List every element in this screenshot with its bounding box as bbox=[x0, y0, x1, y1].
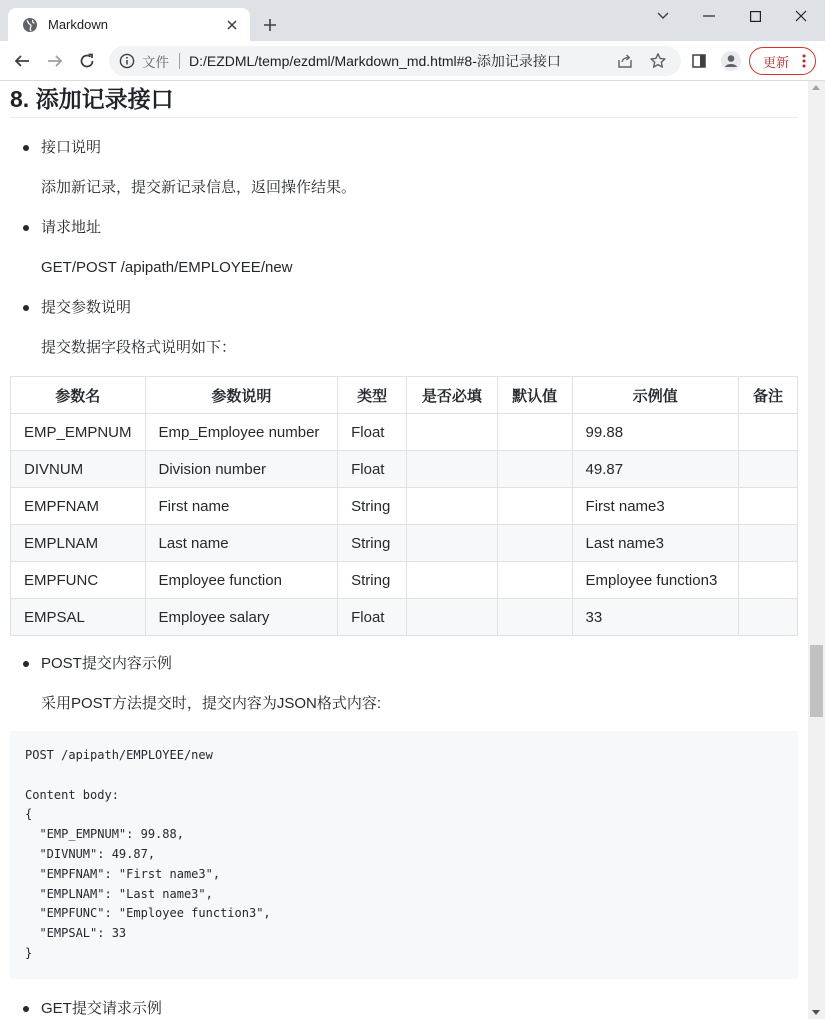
bullet-dot bbox=[23, 145, 29, 151]
address-bar[interactable] bbox=[109, 46, 681, 76]
table-cell: EMP_EMPNUM bbox=[11, 414, 146, 451]
table-cell bbox=[497, 414, 572, 451]
table-cell bbox=[407, 451, 498, 488]
table-cell bbox=[407, 525, 498, 562]
bullet-dot bbox=[23, 661, 29, 667]
table-cell: EMPFUNC bbox=[11, 562, 146, 599]
close-icon bbox=[795, 10, 807, 22]
paragraph: GET/POST /apipath/EMPLOYEE/new bbox=[41, 259, 293, 276]
code-line bbox=[25, 766, 783, 786]
bullet-dot bbox=[23, 225, 29, 231]
omnibox-divider bbox=[179, 53, 180, 69]
back-button[interactable] bbox=[8, 47, 36, 75]
table-cell: Employee salary bbox=[145, 599, 338, 636]
reload-icon bbox=[79, 53, 95, 69]
list-item-get-example bbox=[10, 998, 798, 1017]
close-window-button[interactable] bbox=[778, 3, 824, 29]
list-item-label: POST提交内容示例 bbox=[41, 655, 172, 672]
table-header-cell: 是否必填 bbox=[407, 377, 498, 414]
table-cell: EMPFNAM bbox=[11, 488, 146, 525]
bookmark-star-icon[interactable] bbox=[649, 52, 667, 70]
list-item-params bbox=[10, 297, 798, 319]
section-heading: 8. 添加记录接口 bbox=[10, 81, 798, 118]
table-row bbox=[11, 599, 798, 636]
minimize-icon bbox=[703, 15, 715, 17]
paragraph: 添加新记录，提交新记录信息，返回操作结果。 bbox=[41, 179, 357, 196]
table-header-cell: 类型 bbox=[338, 377, 407, 414]
list-item-label: 接口说明 bbox=[41, 139, 102, 156]
tab-search-button[interactable] bbox=[640, 3, 686, 29]
table-cell bbox=[497, 525, 572, 562]
close-tab-icon[interactable] bbox=[224, 17, 240, 33]
params-table bbox=[10, 376, 798, 636]
table-cell: 49.87 bbox=[572, 451, 739, 488]
code-line: { bbox=[25, 807, 33, 822]
table-header-cell: 示例值 bbox=[572, 377, 739, 414]
table-cell bbox=[739, 451, 798, 488]
table-cell bbox=[739, 599, 798, 636]
table-cell bbox=[407, 599, 498, 636]
table-cell bbox=[739, 562, 798, 599]
table-cell: Float bbox=[338, 599, 407, 636]
arrow-left-icon bbox=[14, 53, 30, 69]
table-cell bbox=[497, 599, 572, 636]
table-header-row bbox=[11, 377, 798, 414]
update-label: 更新 bbox=[763, 54, 790, 70]
kebab-menu-icon[interactable] bbox=[802, 54, 806, 68]
browser-toolbar bbox=[0, 41, 825, 81]
table-cell: Float bbox=[338, 451, 407, 488]
code-line: Content body: bbox=[25, 787, 119, 802]
maximize-button[interactable] bbox=[732, 3, 778, 29]
side-panel-button[interactable] bbox=[685, 47, 713, 75]
scroll-down-arrow-icon[interactable] bbox=[812, 1010, 820, 1015]
table-cell: 33 bbox=[572, 599, 739, 636]
table-header-cell: 参数名 bbox=[11, 377, 146, 414]
code-line: } bbox=[25, 945, 33, 960]
code-line: POST /apipath/EMPLOYEE/new bbox=[25, 748, 213, 762]
minimize-button[interactable] bbox=[686, 3, 732, 29]
reload-button[interactable] bbox=[73, 47, 101, 75]
table-header-cell: 备注 bbox=[739, 377, 798, 414]
table-cell: First name3 bbox=[572, 488, 739, 525]
table-cell: Emp_Employee number bbox=[145, 414, 338, 451]
plus-icon bbox=[263, 18, 277, 32]
table-cell: 99.88 bbox=[572, 414, 739, 451]
paragraph: 提交数据字段格式说明如下： bbox=[41, 339, 237, 356]
list-item-label: GET提交请求示例 bbox=[41, 1000, 162, 1017]
table-row bbox=[11, 451, 798, 488]
maximize-icon bbox=[750, 11, 761, 22]
table-row bbox=[11, 562, 798, 599]
share-icon[interactable] bbox=[617, 53, 633, 69]
file-scheme-label: 文件 bbox=[142, 55, 169, 70]
table-row bbox=[11, 414, 798, 451]
table-cell: EMPLNAM bbox=[11, 525, 146, 562]
arrow-right-icon bbox=[47, 53, 63, 69]
scroll-up-arrow-icon[interactable] bbox=[812, 85, 820, 90]
table-cell: String bbox=[338, 525, 407, 562]
new-tab-button[interactable] bbox=[258, 13, 282, 37]
vertical-scrollbar[interactable] bbox=[808, 81, 825, 1019]
table-cell: Division number bbox=[145, 451, 338, 488]
list-item-request-url bbox=[10, 217, 798, 239]
table-cell bbox=[739, 488, 798, 525]
code-line: "EMPSAL": 33 bbox=[25, 926, 127, 941]
bullet-dot bbox=[23, 1006, 29, 1012]
table-row bbox=[11, 488, 798, 525]
bullet-dot bbox=[23, 305, 29, 311]
table-header-cell: 参数说明 bbox=[145, 377, 338, 414]
table-cell: String bbox=[338, 562, 407, 599]
table-cell bbox=[739, 414, 798, 451]
active-tab[interactable] bbox=[8, 8, 250, 41]
url-text[interactable]: D:/EZDML/temp/ezdml/Markdown_md.html#8-添加记录接口 bbox=[189, 53, 561, 69]
tab-title: Markdown bbox=[48, 17, 108, 32]
table-cell: Last name bbox=[145, 525, 338, 562]
table-cell bbox=[497, 562, 572, 599]
table-cell bbox=[407, 414, 498, 451]
list-item-label: 请求地址 bbox=[41, 219, 102, 236]
code-line: "EMP_EMPNUM": 99.88, bbox=[25, 827, 184, 842]
list-item-interface-desc bbox=[10, 137, 798, 159]
list-item-label: 提交参数说明 bbox=[41, 299, 132, 316]
table-cell bbox=[407, 562, 498, 599]
code-line: "EMPFNAM": "First name3", bbox=[25, 866, 221, 881]
info-icon[interactable] bbox=[119, 53, 135, 69]
code-line: "DIVNUM": 49.87, bbox=[25, 846, 156, 861]
table-row bbox=[11, 525, 798, 562]
table-header-cell: 默认值 bbox=[497, 377, 572, 414]
table-cell: String bbox=[338, 488, 407, 525]
table-cell: Employee function3 bbox=[572, 562, 739, 599]
profile-button[interactable] bbox=[717, 47, 745, 75]
forward-button[interactable] bbox=[41, 47, 69, 75]
globe-icon bbox=[22, 17, 38, 33]
table-cell: Last name3 bbox=[572, 525, 739, 562]
table-cell: DIVNUM bbox=[11, 451, 146, 488]
table-cell bbox=[497, 488, 572, 525]
table-cell: EMPSAL bbox=[11, 599, 146, 636]
avatar-icon bbox=[721, 51, 741, 71]
table-cell: First name bbox=[145, 488, 338, 525]
table-cell bbox=[497, 451, 572, 488]
code-line: "EMPLNAM": "Last name3", bbox=[25, 886, 213, 901]
scrollbar-thumb[interactable] bbox=[810, 645, 823, 717]
table-cell bbox=[407, 488, 498, 525]
update-button[interactable] bbox=[749, 47, 816, 75]
list-item-post-example bbox=[10, 653, 798, 675]
paragraph: 采用POST方法提交时，提交内容为JSON格式内容: bbox=[41, 695, 382, 712]
page-viewport bbox=[0, 81, 808, 1017]
table-cell: Float bbox=[338, 414, 407, 451]
code-block bbox=[10, 731, 798, 979]
code-line: "EMPFUNC": "Employee function3", bbox=[25, 906, 271, 921]
chevron-down-icon bbox=[657, 12, 669, 20]
side-panel-icon bbox=[692, 54, 706, 68]
table-cell: Employee function bbox=[145, 562, 338, 599]
tab-strip bbox=[0, 0, 825, 41]
table-cell bbox=[739, 525, 798, 562]
